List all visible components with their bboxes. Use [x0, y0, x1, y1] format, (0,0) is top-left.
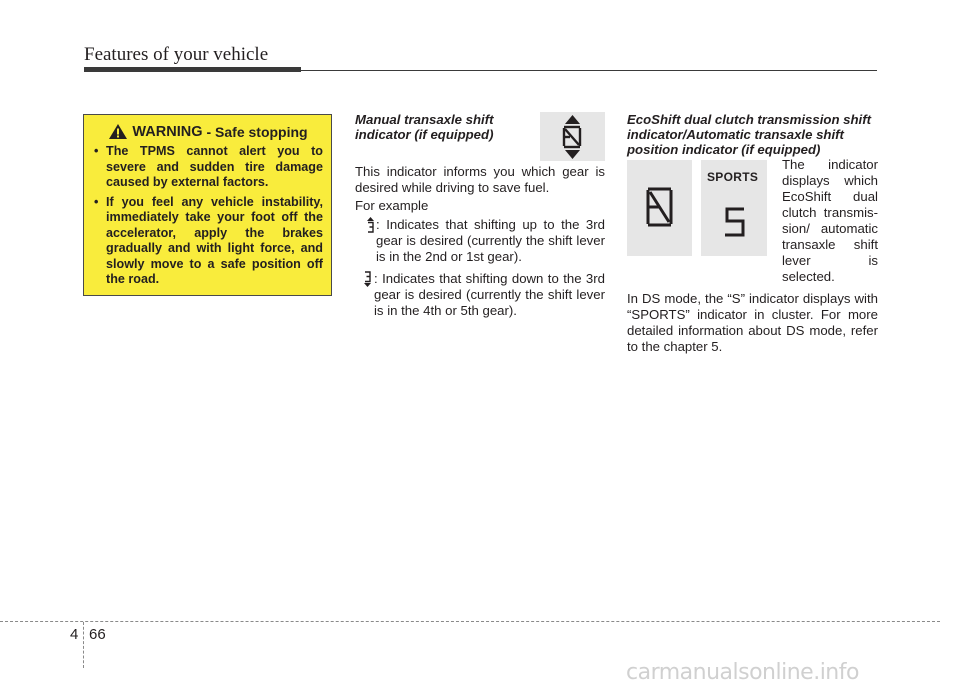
- example-label: For example: [355, 198, 429, 213]
- ecoshift-line: clutch transmis-: [782, 205, 878, 220]
- footer-rule: [0, 621, 940, 622]
- downshift-definition: [355, 271, 605, 319]
- page-header-title: Features of your vehicle: [84, 44, 269, 65]
- warning-item: • If you feel any vehicle instability, immediately take your foot off the accelerator, apply the brakes gradually and with light force, and slowly move to a safe position off the road.: [93, 195, 323, 288]
- page-number: 66: [89, 626, 106, 643]
- gear-display-panel: [627, 160, 692, 256]
- upshift-indicator-icon: [366, 217, 375, 233]
- warning-label: WARNING: [132, 123, 203, 140]
- ecoshift-line: displays which: [782, 173, 878, 188]
- warning-list: [93, 144, 323, 288]
- gear-indicator-panel: [540, 112, 605, 161]
- sports-label: SPORTS: [707, 170, 759, 184]
- ecoshift-line: transaxle shift: [782, 237, 878, 252]
- ecoshift-title: EcoShift dual clutch transmission shift indicator/Automatic transaxle shift position indicator (if equipped): [627, 112, 872, 157]
- ecoshift-line: EcoShift dual: [782, 189, 878, 204]
- upshift-definition: [355, 217, 605, 265]
- ecoshift-line: lever is selected.: [782, 253, 878, 284]
- warning-box: [83, 114, 332, 296]
- gear-shift-indicator-icon: [540, 112, 605, 161]
- downshift-text: : Indicates that shifting down to the 3rd gear is desired (currently the shift lever is in the 4th or 5th gear).: [374, 271, 605, 318]
- s-mode-display-icon: [701, 160, 767, 256]
- watermark: carmanualsonline.info: [626, 660, 859, 685]
- warning-subheading: - Safe stopping: [206, 123, 308, 140]
- manual-shift-title-line: indicator (if equipped): [355, 127, 494, 142]
- chapter-number: 4: [70, 626, 79, 643]
- footer-divider: [83, 622, 84, 668]
- sports-display-panel: [701, 160, 767, 256]
- header-rule-thick: [84, 67, 301, 72]
- warning-triangle-icon: [108, 123, 128, 140]
- ecoshift-description: [782, 157, 878, 285]
- header-rule-thin: [301, 70, 877, 72]
- warning-heading: [93, 123, 323, 140]
- upshift-text: : Indicates that shifting up to the 3rd gear is desired (currently the shift lever is in the 2nd or 1st gear).: [376, 217, 605, 264]
- ecoshift-line: sion/ automatic: [782, 221, 878, 236]
- downshift-indicator-icon: [363, 271, 372, 287]
- digit-eight-display-icon: [627, 160, 692, 256]
- manual-intro: This indicator informs you which gear is desired while driving to save fuel.: [355, 164, 605, 195]
- ecoshift-line: The indicator: [782, 157, 878, 172]
- ds-mode-text: In DS mode, the “S” indicator displays with “SPORTS” indicator in cluster. For more detailed information about DS mode, refer to the chapter 5.: [627, 291, 878, 354]
- warning-item: • The TPMS cannot alert you to severe and sudden tire damage caused by external factors.: [93, 144, 323, 191]
- manual-shift-title-line: Manual transaxle shift: [355, 112, 494, 127]
